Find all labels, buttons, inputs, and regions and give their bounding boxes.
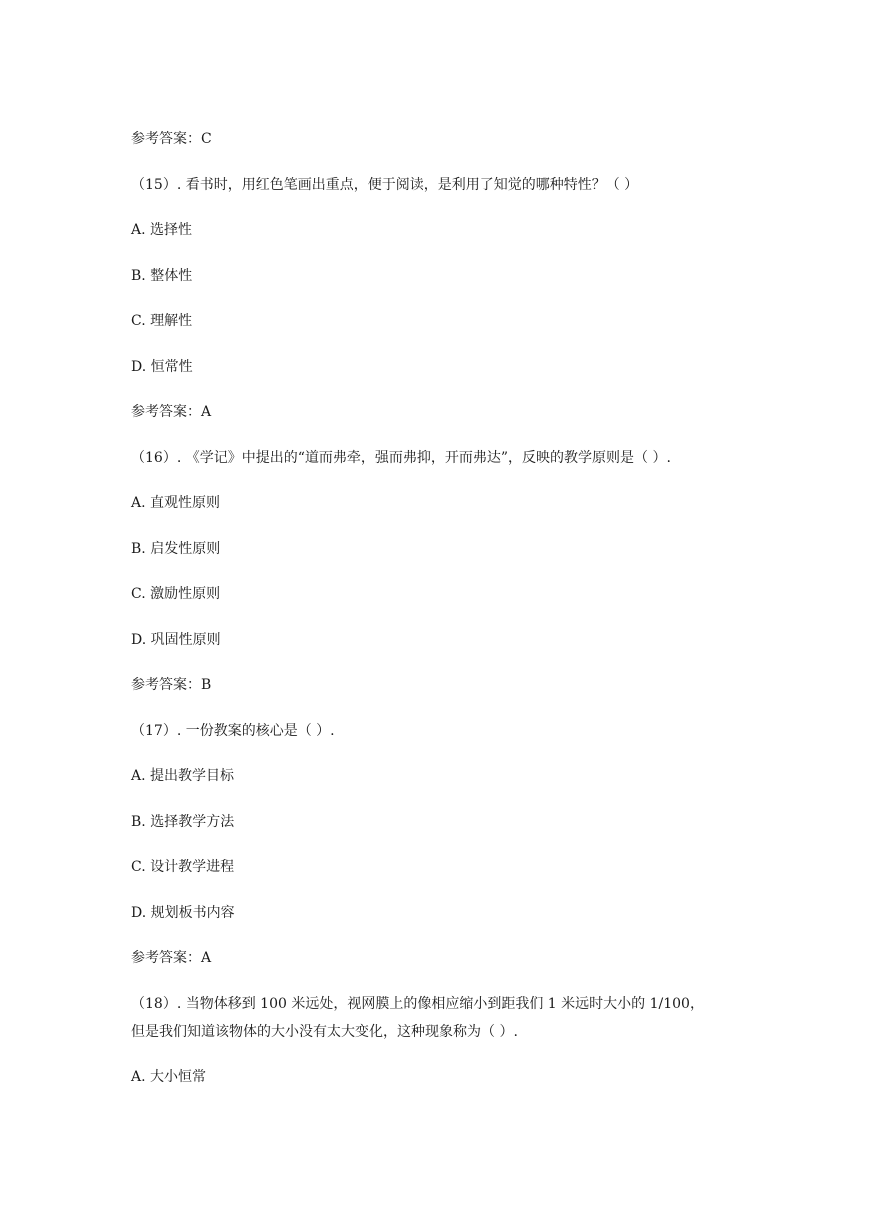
q16-option-c: C. 激励性原则 (131, 586, 221, 602)
q15-option-c: C. 理解性 (131, 313, 193, 329)
question-16: （16）. 《学记》中提出的“道而弗牵，强而弗抑，开而弗达”，反映的教学原则是（ ）. (131, 450, 671, 466)
answer-16: 参考答案：B (131, 677, 212, 693)
q16-option-d: D. 巩固性原则 (131, 632, 221, 648)
answer-14: 参考答案：C (131, 131, 212, 147)
question-17: （17）. 一份教案的核心是（ ）. (131, 723, 335, 739)
q17-option-c: C. 设计教学进程 (131, 859, 235, 875)
q17-option-a: A. 提出教学目标 (131, 768, 235, 784)
question-18-line-1: （18）. 当物体移到 100 米远处，视网膜上的像相应缩小到距我们 1 米远时大小的 1/100， (131, 996, 704, 1012)
q16-option-b: B. 启发性原则 (131, 541, 221, 557)
q17-option-b: B. 选择教学方法 (131, 814, 235, 830)
q15-option-d: D. 恒常性 (131, 359, 193, 375)
q15-option-b: B. 整体性 (131, 268, 193, 284)
question-18-line-2: 但是我们知道该物体的大小没有太大变化，这种现象称为（ ）. (131, 1024, 518, 1040)
q15-option-a: A. 选择性 (131, 222, 193, 238)
answer-15: 参考答案：A (131, 404, 212, 420)
q17-option-d: D. 规划板书内容 (131, 905, 235, 921)
question-15: （15）. 看书时，用红色笔画出重点，便于阅读，是利用了知觉的哪种特性？（ ） (131, 177, 639, 193)
q18-option-a: A. 大小恒常 (131, 1069, 207, 1085)
q16-option-a: A. 直观性原则 (131, 495, 221, 511)
answer-17: 参考答案：A (131, 950, 212, 966)
